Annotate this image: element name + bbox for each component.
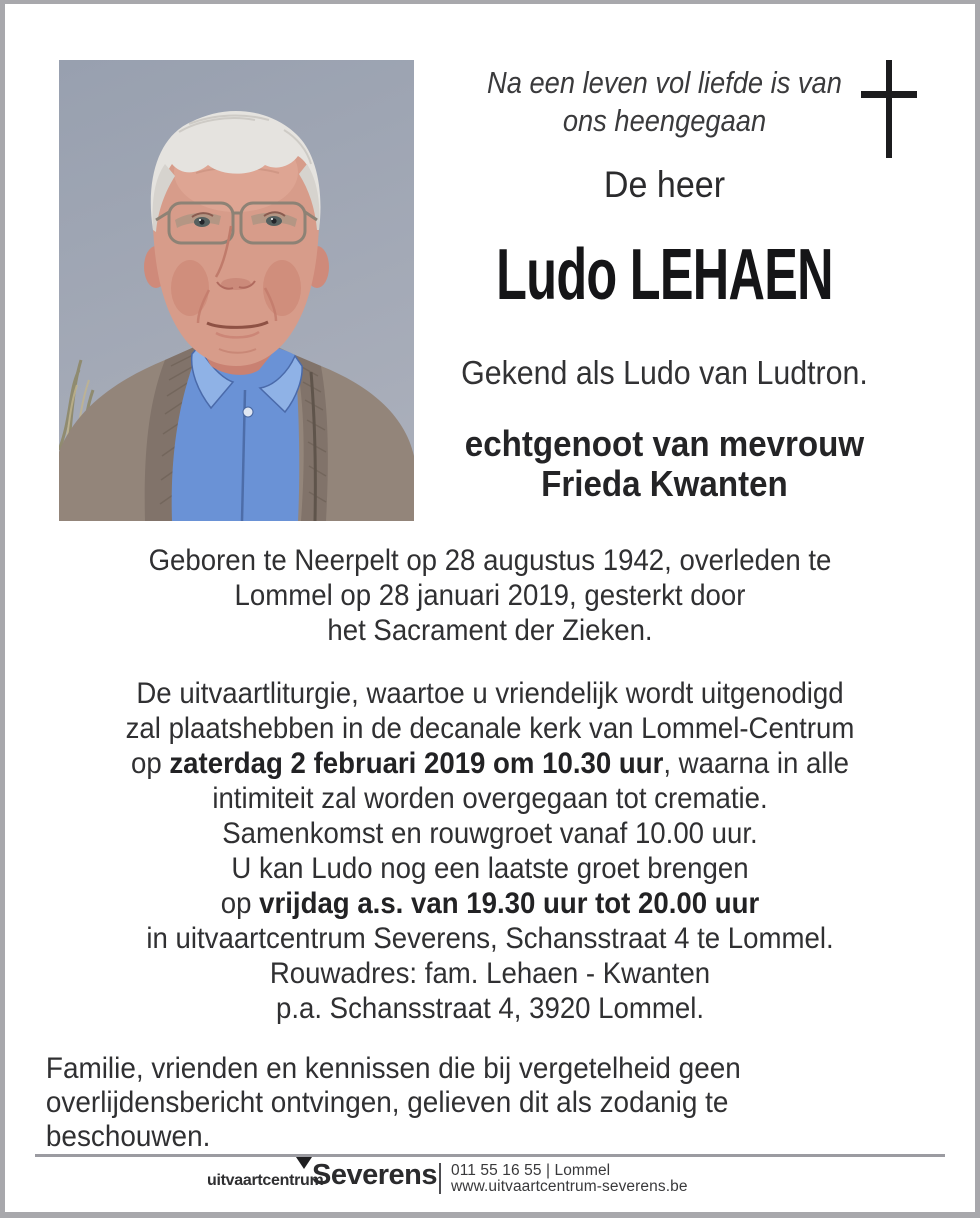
birth-death-paragraph: Geboren te Neerpelt op 28 augustus 1942, overleden te Lommel op 28 januari 2019, gesterkt door het Sacrament der Zieken.: [148, 544, 832, 647]
brand-triangle-icon: [296, 1157, 312, 1169]
footer-phone-city: 011 55 16 55 | Lommel: [451, 1162, 611, 1179]
brand-prefix: uitvaartcentrum: [207, 1172, 324, 1189]
cross-vertical-bar: [886, 60, 892, 158]
footer-website: www.uitvaartcentrum-severens.be: [451, 1178, 688, 1195]
salutation: De heer: [603, 164, 726, 205]
epitaph: [453, 64, 876, 140]
notice-paragraph: Familie, vrienden en kennissen die bij vergetelheid geen overlijdensbericht ontvingen, gelieven dit als zodanig te beschouwen.: [45, 1052, 741, 1153]
relation-line1: echtgenoot van mevrouw: [464, 423, 865, 464]
cross-horizontal-bar: [861, 91, 917, 98]
brand-name: Severens: [312, 1159, 437, 1191]
funeral-home-footer: [5, 1157, 975, 1207]
service-paragraph: De uitvaartliturgie, waartoe u vriendelijk wordt uitgenodigd zal plaatshebben in de decanale kerk van Lommel-Centrum op zaterdag 2 februari 2019 om 10.30 uur, waarna in alle intimiteit zal worden overgegaan tot crematie. Samenkomst en rouwgroet vanaf 10.00 uur. U kan Ludo nog een laatste groet brengen op vrijdag a.s. van 19.30 uur tot 20.00 uur in uitvaartcentrum Severens, Schansstraat 4 te Lommel. Rouwadres: fam. Lehaen - Kwanten p.a. Schansstraat 4, 3920 Lommel.: [125, 677, 855, 1025]
deceased-name: Ludo LEHAEN: [496, 235, 833, 315]
footer-contact: [451, 1163, 688, 1195]
relation-line2: Frieda Kwanten: [541, 463, 788, 504]
relation-block: [443, 424, 885, 504]
cross-icon: [861, 60, 917, 158]
footer-divider: [439, 1163, 441, 1194]
epitaph-line1: Na een leven vol liefde is van: [487, 65, 842, 100]
alias-line: Gekend als Ludo van Ludtron.: [461, 354, 868, 391]
deceased-photo: [59, 60, 414, 521]
top-section: [5, 4, 975, 521]
epitaph-line2: ons heengegaan: [562, 103, 767, 138]
portrait-illustration: [59, 60, 414, 521]
